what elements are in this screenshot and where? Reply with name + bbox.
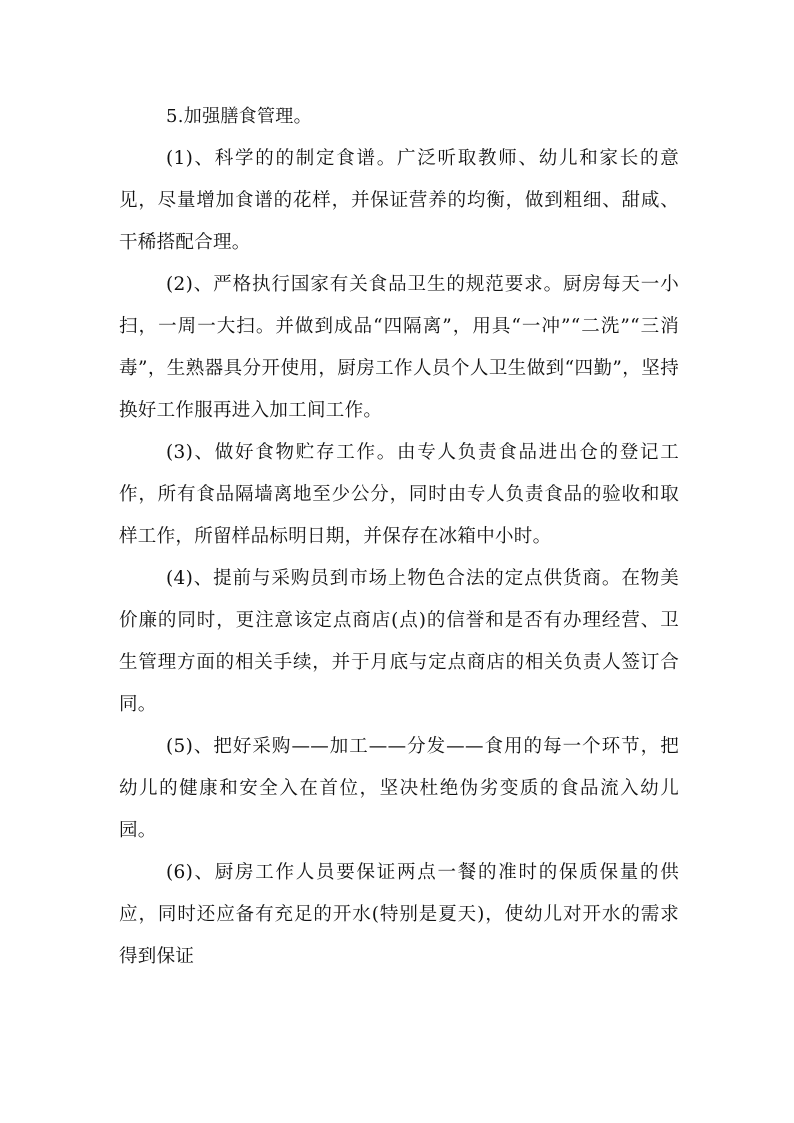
paragraph-6: (6)、厨房工作人员要保证两点一餐的准时的保质保量的供应，同时还应备有充足的开水(特别是夏天)，使幼儿对开水的需求得到保证: [119, 862, 679, 967]
paragraph-3: (3)、做好食物贮存工作。由专人负责食品进出仓的登记工作，所有食品隔墙离地至少公分，同时由专人负责食品的验收和取样工作，所留样品标明日期，并保存在冰箱中小时。: [119, 442, 679, 547]
paragraph-1: (1)、科学的的制定食谱。广泛听取教师、幼儿和家长的意见，尽量增加食谱的花样，并保证营养的均衡，做到粗细、甜咸、干稀搭配合理。: [119, 148, 679, 253]
paragraph-4: (4)、提前与采购员到市场上物色合法的定点供货商。在物美价廉的同时，更注意该定点商店(点)的信誉和是否有办理经营、卫生管理方面的相关手续，并于月底与定点商店的相关负责人签订合同。: [119, 568, 679, 715]
document-body: [119, 96, 679, 978]
paragraph-2: (2)、严格执行国家有关食品卫生的规范要求。厨房每天一小扫，一周一大扫。并做到成品“四隔离”，用具“一冲”“二洗”“三消毒”，生熟器具分开使用，厨房工作人员个人卫生做到“四勤”，坚持换好工作服再进入加工间工作。: [119, 274, 679, 421]
section-heading: 5.加强膳食管理。: [166, 106, 312, 127]
paragraph-5: (5)、把好采购——加工——分发——食用的每一个环节，把幼儿的健康和安全入在首位，坚决杜绝伪劣变质的食品流入幼儿园。: [119, 736, 679, 841]
